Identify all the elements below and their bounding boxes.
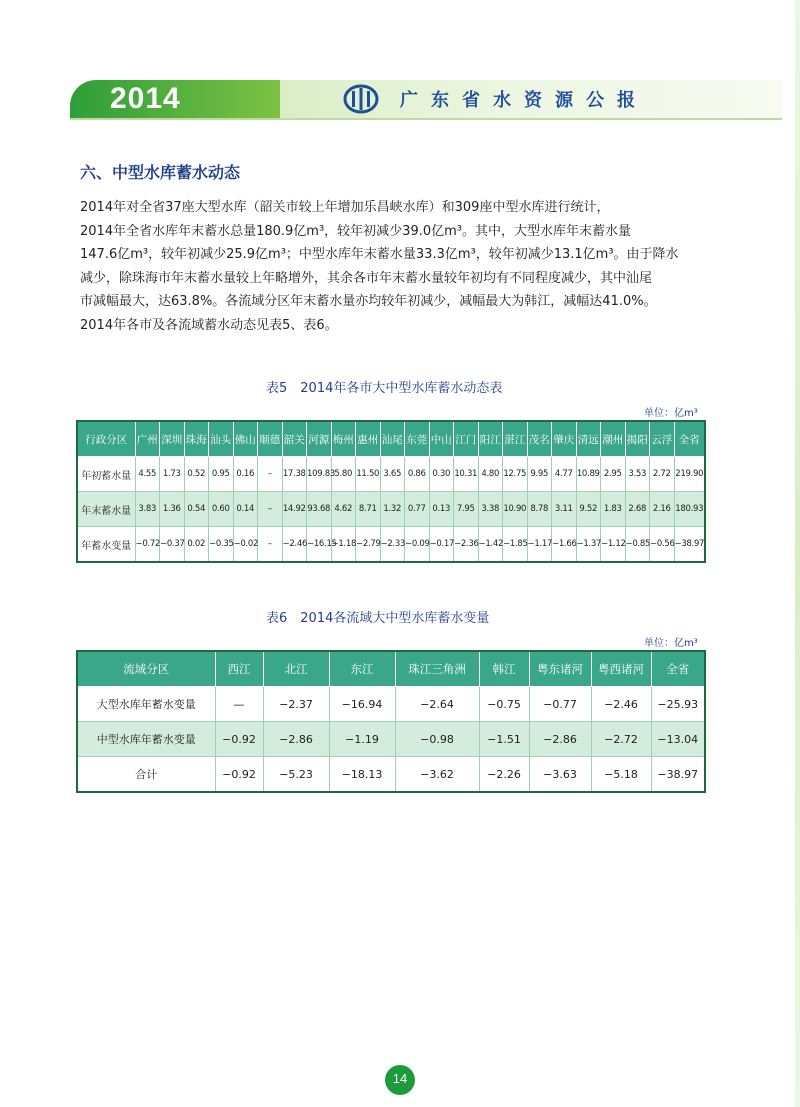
table6-caption: 表6 2014各流域大中型水库蓄水变量 — [266, 611, 490, 626]
table5-header-cell: 全省 — [674, 421, 705, 457]
table5-header-cell: 中山 — [429, 421, 454, 457]
table5-header-cell: 汕头 — [209, 421, 234, 457]
table5-cell: 0.52 — [184, 457, 209, 492]
table5-header-cell: 顺德 — [258, 421, 283, 457]
page-edge-decoration — [795, 0, 800, 1107]
table5-cell: 1.73 — [160, 457, 185, 492]
table5-cell: −0.37 — [160, 527, 185, 563]
table6-cell: −2.72 — [591, 722, 651, 757]
table5-cell: 0.77 — [405, 492, 430, 527]
table5-header-cell: 韶关 — [282, 421, 307, 457]
table5-cell: −0.02 — [233, 527, 258, 563]
header-banner — [70, 80, 782, 118]
table6-header-cell: 珠江三角洲 — [395, 651, 479, 687]
table5-header-cell: 广州 — [135, 421, 160, 457]
table5-header-cell: 惠州 — [356, 421, 381, 457]
table5-cell: −0.56 — [650, 527, 675, 563]
table5-cell: 10.89 — [576, 457, 601, 492]
table5-row-label: 年蓄水变量 — [77, 527, 135, 563]
table6-row — [77, 722, 705, 757]
table6-header-cell: 北江 — [263, 651, 329, 687]
table6-cell: −1.19 — [329, 722, 395, 757]
table5-cell: 4.62 — [331, 492, 356, 527]
table5-cell: 4.77 — [552, 457, 577, 492]
table5-cell: −1.66 — [552, 527, 577, 563]
table5-header-cell: 东莞 — [405, 421, 430, 457]
table5-header-cell: 肇庆 — [552, 421, 577, 457]
table5-header-cell: 河源 — [307, 421, 332, 457]
table5-cell: 2.95 — [601, 457, 626, 492]
table5-cell: 3.11 — [552, 492, 577, 527]
table5-cell: 4.55 — [135, 457, 160, 492]
table5-cell: −1.42 — [478, 527, 503, 563]
table5-cell: 11.50 — [356, 457, 381, 492]
table5-cell: 5.80 — [331, 457, 356, 492]
table5-cell: 3.65 — [380, 457, 405, 492]
paragraph-line: 147.6亿m³，较年初减少25.9亿m³；中型水库年末蓄水量33.3亿m³，较年初减少13.1亿m³。由于降水 — [80, 247, 679, 262]
table6-header-cell: 东江 — [329, 651, 395, 687]
table5-header-cell: 清远 — [576, 421, 601, 457]
table5-cell: 0.60 — [209, 492, 234, 527]
paragraph-line: 2014年各市及各流域蓄水动态见表5、表6。 — [80, 317, 338, 333]
paragraph-line: 2014年全省水库年末蓄水总量180.9亿m³，较年初减少39.0亿m³。其中，大型水库年末蓄水量 — [80, 223, 631, 239]
table5-cell: 8.78 — [527, 492, 552, 527]
table5-cell: 17.38 — [282, 457, 307, 492]
table6-cell: −2.86 — [263, 722, 329, 757]
table6-cell: −2.26 — [479, 757, 529, 793]
table6-cell: −0.77 — [529, 687, 591, 722]
table6-header-cell: 全省 — [651, 651, 705, 687]
table5-cell: 9.95 — [527, 457, 552, 492]
table5-cell: −1.85 — [503, 527, 528, 563]
table6-header-cell: 流域分区 — [77, 651, 215, 687]
table6-cell: −0.92 — [215, 722, 263, 757]
paragraph-line: 市减幅最大，达63.8%。各流域分区年末蓄水量亦均较年初减少，减幅最大为韩江，减幅达41.0%。 — [80, 294, 657, 309]
table5-cell: 180.93 — [674, 492, 705, 527]
table5-cell: −0.72 — [135, 527, 160, 563]
water-logo-icon — [343, 84, 379, 114]
table5-cell: – — [258, 457, 283, 492]
table5-cell: – — [258, 492, 283, 527]
table5-cell: 93.68 — [307, 492, 332, 527]
table6-cell: −0.98 — [395, 722, 479, 757]
table5-header-cell: 潮州 — [601, 421, 626, 457]
table6-cell: −0.92 — [215, 757, 263, 793]
table5-cell: 3.83 — [135, 492, 160, 527]
table5-cell: 0.95 — [209, 457, 234, 492]
table5-header-cell: 云浮 — [650, 421, 675, 457]
table5-header-cell: 揭阳 — [625, 421, 650, 457]
table5-cell: −16.15 — [307, 527, 332, 563]
table5-cell: 0.54 — [184, 492, 209, 527]
table6-cell: −5.23 — [263, 757, 329, 793]
table5-cell: 8.71 — [356, 492, 381, 527]
table5 — [76, 420, 706, 563]
table6-cell: −25.93 — [651, 687, 705, 722]
table6-cell: −18.13 — [329, 757, 395, 793]
table5-header-cell: 行政分区 — [77, 421, 135, 457]
table6-header-cell: 韩江 — [479, 651, 529, 687]
table6-cell: −2.86 — [529, 722, 591, 757]
table6-header-cell: 粤西诸河 — [591, 651, 651, 687]
table6-row-label: 大型水库年蓄水变量 — [77, 687, 215, 722]
table5-row — [77, 457, 705, 492]
table6-cell: −13.04 — [651, 722, 705, 757]
table5-row-label: 年初蓄水量 — [77, 457, 135, 492]
table6-header-cell: 西江 — [215, 651, 263, 687]
table5-header-cell: 汕尾 — [380, 421, 405, 457]
table5-cell: 1.36 — [160, 492, 185, 527]
table5-cell: 10.90 — [503, 492, 528, 527]
table6-row — [77, 687, 705, 722]
table5-cell: 0.13 — [429, 492, 454, 527]
table5-header-cell: 珠海 — [184, 421, 209, 457]
table6-cell: −3.63 — [529, 757, 591, 793]
table5-cell: 0.30 — [429, 457, 454, 492]
table5-cell: 0.02 — [184, 527, 209, 563]
table5-cell: −0.17 — [429, 527, 454, 563]
table5-cell: −38.97 — [674, 527, 705, 563]
table5-header-cell: 江门 — [454, 421, 479, 457]
table5-cell: −0.85 — [625, 527, 650, 563]
table5-cell: −1.18 — [331, 527, 356, 563]
table6-cell: −3.62 — [395, 757, 479, 793]
table5-cell: 0.86 — [405, 457, 430, 492]
table6-cell: −16.94 — [329, 687, 395, 722]
table5-cell: 3.53 — [625, 457, 650, 492]
table5-cell: 2.16 — [650, 492, 675, 527]
section-title: 六、中型水库蓄水动态 — [80, 163, 241, 182]
table5-header-cell: 湛江 — [503, 421, 528, 457]
table5-cell: −0.35 — [209, 527, 234, 563]
table5-header-cell: 佛山 — [233, 421, 258, 457]
paragraph-line: 2014年对全省37座大型水库（韶关市较上年增加乐昌峡水库）和309座中型水库进行统计， — [80, 200, 610, 215]
table6-cell: −2.37 — [263, 687, 329, 722]
table6-cell: — — [215, 687, 263, 722]
table6-header-row — [77, 651, 705, 687]
table5-cell: −2.33 — [380, 527, 405, 563]
table5-cell: 109.83 — [307, 457, 332, 492]
table5-caption: 表5 2014年各市大中型水库蓄水动态表 — [266, 381, 503, 396]
table5-header-cell: 阳江 — [478, 421, 503, 457]
header-divider — [70, 118, 782, 120]
table5-cell: 7.95 — [454, 492, 479, 527]
table5-cell: 14.92 — [282, 492, 307, 527]
table6-cell: −1.51 — [479, 722, 529, 757]
table6-row-label: 合计 — [77, 757, 215, 793]
table5-cell: 219.90 — [674, 457, 705, 492]
table5-cell: 2.72 — [650, 457, 675, 492]
table5-cell: 2.68 — [625, 492, 650, 527]
table5-cell: −0.09 — [405, 527, 430, 563]
table5-cell: 1.83 — [601, 492, 626, 527]
table5-cell: 9.52 — [576, 492, 601, 527]
table5-cell: – — [258, 527, 283, 563]
table6-row — [77, 757, 705, 793]
table6-cell: −2.64 — [395, 687, 479, 722]
table5-header-cell: 茂名 — [527, 421, 552, 457]
table5-cell: 10.31 — [454, 457, 479, 492]
table5-cell: −1.12 — [601, 527, 626, 563]
table6 — [76, 650, 706, 793]
table5-row — [77, 492, 705, 527]
table6-unit: 单位：亿m³ — [644, 638, 698, 649]
table5-cell: −2.46 — [282, 527, 307, 563]
header-year: 2014 — [110, 82, 181, 115]
table5-header-row — [77, 421, 705, 457]
table5-cell: −1.37 — [576, 527, 601, 563]
table6-cell: −5.18 — [591, 757, 651, 793]
table5-cell: 0.14 — [233, 492, 258, 527]
table5-row — [77, 527, 705, 563]
table5-header-cell: 梅州 — [331, 421, 356, 457]
table5-cell: −2.79 — [356, 527, 381, 563]
table5-cell: 1.32 — [380, 492, 405, 527]
table5-row-label: 年末蓄水量 — [77, 492, 135, 527]
table5-header-cell: 深圳 — [160, 421, 185, 457]
table6-header-cell: 粤东诸河 — [529, 651, 591, 687]
table5-unit: 单位：亿m³ — [644, 408, 698, 419]
table5-cell: −1.17 — [527, 527, 552, 563]
table6-cell: −38.97 — [651, 757, 705, 793]
page-number: 14 — [385, 1065, 415, 1095]
table5-cell: −2.36 — [454, 527, 479, 563]
table5-cell: 0.16 — [233, 457, 258, 492]
table5-cell: 3.38 — [478, 492, 503, 527]
table6-cell: −2.46 — [591, 687, 651, 722]
paragraph-line: 减少，除珠海市年末蓄水量较上年略增外，其余各市年末蓄水量较年初均有不同程度减少，其中汕尾 — [80, 270, 653, 286]
table6-row-label: 中型水库年蓄水变量 — [77, 722, 215, 757]
table5-cell: 4.80 — [478, 457, 503, 492]
header-title: 广东省水资源公报 — [400, 90, 648, 111]
table5-cell: 12.75 — [503, 457, 528, 492]
section-paragraph — [80, 196, 712, 337]
table6-cell: −0.75 — [479, 687, 529, 722]
